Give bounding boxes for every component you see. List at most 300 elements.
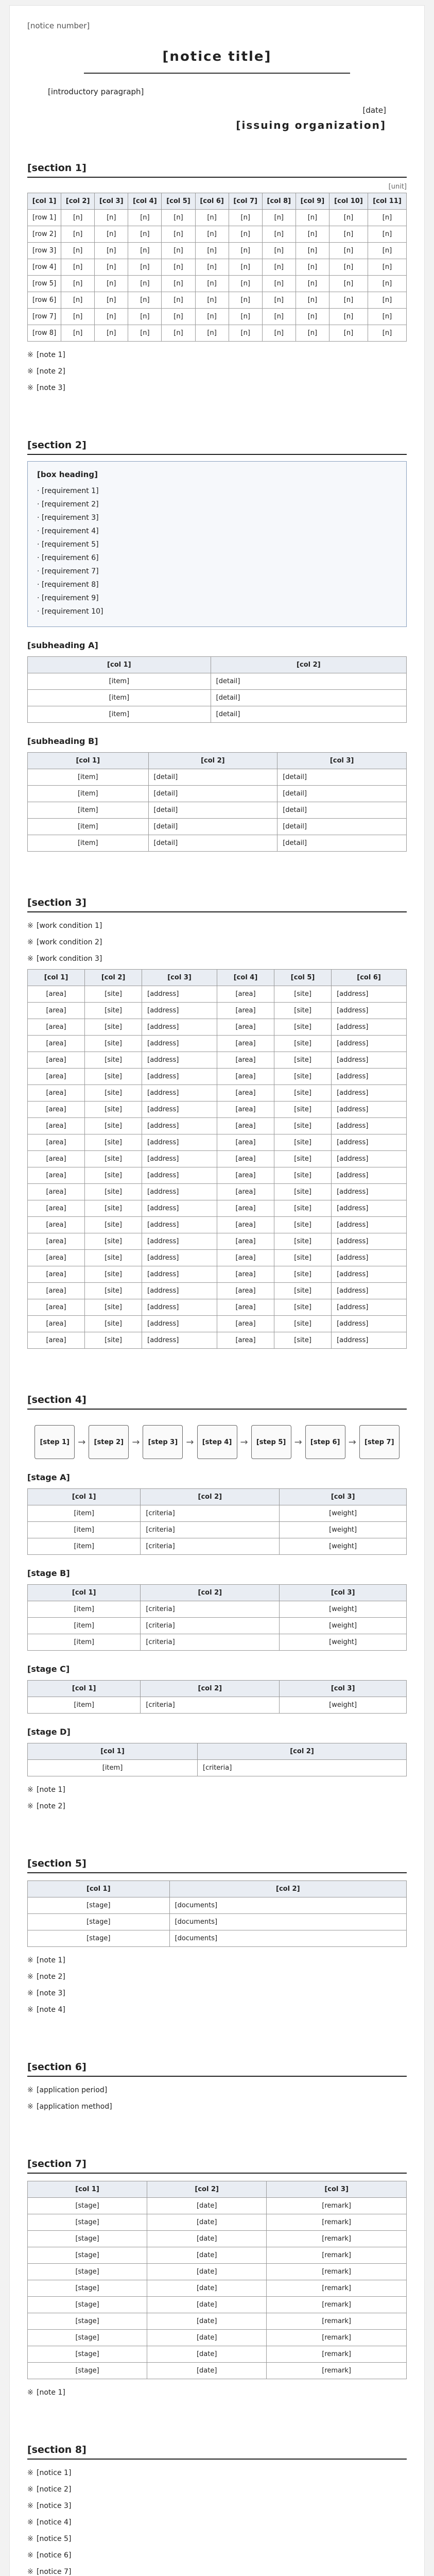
- table-cell: [site]: [274, 1266, 332, 1283]
- table-cell: [n]: [229, 243, 262, 259]
- table-cell: [n]: [262, 292, 296, 309]
- table-cell: [n]: [95, 276, 128, 292]
- table-row: [28, 325, 407, 342]
- note-item: ※ [note 2]: [27, 1971, 407, 1983]
- table-cell: [site]: [85, 1019, 142, 1036]
- table-row: [28, 1634, 407, 1651]
- table-cell: [date]: [147, 2297, 267, 2313]
- table-cell: [n]: [368, 309, 406, 325]
- requirement-item: · [requirement 9]: [37, 591, 397, 605]
- table-cell: [remark]: [267, 2264, 407, 2280]
- table-cell: [n]: [195, 259, 229, 276]
- table-row: [28, 690, 407, 706]
- table-cell: [site]: [274, 1167, 332, 1184]
- table-cell: [n]: [229, 210, 262, 226]
- table-cell: [address]: [142, 1283, 217, 1299]
- table-cell: [remark]: [267, 2198, 407, 2214]
- notice-item: ※ [notice 4]: [27, 2516, 407, 2529]
- arrow-right-icon: →: [78, 1436, 86, 1448]
- table-cell: [n]: [95, 292, 128, 309]
- table-cell: [stage]: [28, 2363, 147, 2379]
- table-cell: [date]: [147, 2280, 267, 2297]
- arrow-right-icon: →: [186, 1436, 194, 1448]
- table-cell: [site]: [85, 1101, 142, 1118]
- subheading: [subheading A]: [27, 640, 98, 650]
- requirement-item: · [requirement 1]: [37, 484, 397, 498]
- table-cell: [n]: [262, 325, 296, 342]
- table-header-cell: [col 7]: [229, 193, 262, 210]
- table-cell: [n]: [296, 292, 329, 309]
- table-cell: [area]: [28, 1332, 85, 1349]
- table-row: [28, 2313, 407, 2330]
- table-cell: [n]: [95, 309, 128, 325]
- table-cell: [n]: [128, 276, 162, 292]
- table-row: [28, 819, 407, 835]
- table-cell: [item]: [28, 819, 149, 835]
- selection-table-c: [27, 1680, 407, 1714]
- table-header-cell: [col 2]: [141, 1585, 280, 1601]
- table-cell: [site]: [85, 1003, 142, 1019]
- table-header-cell: [col 3]: [267, 2181, 407, 2198]
- documents-table: [27, 1880, 407, 1947]
- table-cell: [site]: [274, 1052, 332, 1069]
- table-cell: [area]: [217, 986, 274, 1003]
- table-header-cell: [col 1]: [28, 1743, 198, 1760]
- table-row: [28, 2297, 407, 2313]
- table-cell: [area]: [217, 1233, 274, 1250]
- table-cell: [n]: [61, 276, 95, 292]
- table-header-cell: [col 1]: [28, 657, 211, 673]
- table-row: [28, 1184, 407, 1200]
- selection-step: [step 7]: [359, 1425, 400, 1459]
- table-row: [28, 1332, 407, 1349]
- application-lines: [27, 2084, 407, 2113]
- table-cell: [remark]: [267, 2346, 407, 2363]
- table-cell: [n]: [368, 243, 406, 259]
- table-cell: [criteria]: [141, 1522, 280, 1538]
- table-cell: [date]: [147, 2247, 267, 2264]
- table-cell: [n]: [329, 259, 368, 276]
- arrow-right-icon: →: [294, 1436, 302, 1448]
- table-cell: [criteria]: [141, 1601, 280, 1618]
- table-cell: [item]: [28, 1697, 141, 1714]
- table-row: [28, 1299, 407, 1316]
- table-cell: [address]: [142, 1167, 217, 1184]
- table-cell: [n]: [128, 210, 162, 226]
- doc-title: [notice title]: [84, 44, 350, 74]
- table-row: [28, 802, 407, 819]
- table-cell: [area]: [28, 1069, 85, 1085]
- arrow-right-icon: →: [240, 1436, 248, 1448]
- table-cell: [n]: [128, 325, 162, 342]
- table-cell: [area]: [217, 1134, 274, 1151]
- table-cell: [site]: [274, 1250, 332, 1266]
- table-cell: [address]: [332, 986, 407, 1003]
- table-cell: [address]: [332, 1250, 407, 1266]
- table-cell: [date]: [147, 2330, 267, 2346]
- table-row: [28, 1618, 407, 1634]
- table-cell: [address]: [142, 1052, 217, 1069]
- table-cell: [area]: [28, 1217, 85, 1233]
- table-cell: [site]: [85, 1052, 142, 1069]
- table-header-cell: [col 3]: [277, 753, 407, 769]
- table-cell: [area]: [28, 1134, 85, 1151]
- workplace-table: [27, 969, 407, 1349]
- table-cell: [n]: [128, 259, 162, 276]
- table-cell: [area]: [217, 1003, 274, 1019]
- table-header-cell: [col 5]: [274, 970, 332, 986]
- table-row: [28, 1914, 407, 1930]
- table-cell: [remark]: [267, 2363, 407, 2379]
- note-item: ※ [note 1]: [27, 1784, 407, 1796]
- table-cell: [n]: [162, 210, 195, 226]
- table-cell: [site]: [274, 1184, 332, 1200]
- table-cell: [site]: [274, 1036, 332, 1052]
- table-row: [28, 673, 407, 690]
- table-cell: [item]: [28, 786, 149, 802]
- table-row: [28, 1283, 407, 1299]
- table-cell: [n]: [128, 243, 162, 259]
- table-row: [28, 2231, 407, 2247]
- table-cell: [stage]: [28, 1930, 170, 1947]
- table-cell: [n]: [128, 226, 162, 243]
- table-cell: [site]: [274, 1085, 332, 1101]
- table-cell: [area]: [28, 1184, 85, 1200]
- subheading: [stage C]: [27, 1664, 70, 1674]
- table-header-cell: [col 10]: [329, 193, 368, 210]
- table-header-cell: [col 1]: [28, 1585, 141, 1601]
- table-cell: [n]: [195, 309, 229, 325]
- table-header-cell: [col 1]: [28, 1489, 141, 1505]
- table-cell: [area]: [217, 1052, 274, 1069]
- table-cell: [area]: [217, 1118, 274, 1134]
- table-cell: [date]: [147, 2264, 267, 2280]
- table-header-cell: [col 2]: [148, 753, 277, 769]
- table-cell: [weight]: [280, 1601, 407, 1618]
- application-item: ※ [application period]: [27, 2084, 407, 2096]
- table-cell: [address]: [332, 1134, 407, 1151]
- table-cell: [remark]: [267, 2247, 407, 2264]
- table-cell: [address]: [142, 1151, 217, 1167]
- table-cell: [address]: [142, 1118, 217, 1134]
- table-cell: [site]: [85, 1134, 142, 1151]
- table-cell: [detail]: [277, 786, 407, 802]
- requirement-item: · [requirement 5]: [37, 538, 397, 551]
- table-row: [28, 1233, 407, 1250]
- table-cell: [remark]: [267, 2313, 407, 2330]
- table-cell: [address]: [142, 1233, 217, 1250]
- table-cell: [n]: [61, 292, 95, 309]
- table-row: [28, 1601, 407, 1618]
- table-header-cell: [col 2]: [85, 970, 142, 986]
- requirement-item: · [requirement 6]: [37, 551, 397, 565]
- table-cell: [n]: [162, 226, 195, 243]
- table-cell: [item]: [28, 690, 211, 706]
- table-cell: [area]: [217, 1167, 274, 1184]
- table-cell: [address]: [332, 1101, 407, 1118]
- table-cell: [n]: [329, 210, 368, 226]
- table-cell: [area]: [217, 1184, 274, 1200]
- table-cell: [detail]: [211, 673, 406, 690]
- table-row: [28, 1003, 407, 1019]
- table-cell: [date]: [147, 2346, 267, 2363]
- table-cell: [detail]: [277, 819, 407, 835]
- table-cell: [n]: [229, 292, 262, 309]
- table-header-cell: [col 1]: [28, 1681, 141, 1697]
- table-cell: [address]: [332, 1233, 407, 1250]
- table-cell: [address]: [142, 1085, 217, 1101]
- table-cell: [n]: [296, 325, 329, 342]
- table-header-cell: [col 8]: [262, 193, 296, 210]
- table-cell: [address]: [142, 1134, 217, 1151]
- table-cell: [n]: [95, 259, 128, 276]
- table-cell: [weight]: [280, 1505, 407, 1522]
- table-row: [28, 2198, 407, 2214]
- table-cell: [date]: [147, 2214, 267, 2231]
- note-item: ※ [note 2]: [27, 1800, 407, 1812]
- table-cell: [n]: [229, 309, 262, 325]
- table-cell: [row 4]: [28, 259, 61, 276]
- selection-table-b: [27, 1584, 407, 1651]
- table-cell: [address]: [332, 1332, 407, 1349]
- document-page: [9, 5, 425, 2576]
- table-cell: [criteria]: [141, 1538, 280, 1555]
- table-cell: [item]: [28, 1601, 141, 1618]
- table-cell: [area]: [217, 1299, 274, 1316]
- table-cell: [stage]: [28, 2313, 147, 2330]
- table-header-cell: [col 6]: [195, 193, 229, 210]
- table-cell: [stage]: [28, 2231, 147, 2247]
- table-cell: [address]: [332, 1151, 407, 1167]
- table-cell: [item]: [28, 1634, 141, 1651]
- subheading: [stage A]: [27, 1472, 70, 1482]
- table-header-cell: [col 2]: [141, 1681, 280, 1697]
- table-cell: [n]: [162, 292, 195, 309]
- table-cell: [area]: [217, 1283, 274, 1299]
- note-item: ※ [note 4]: [27, 2004, 407, 2016]
- table-cell: [n]: [128, 309, 162, 325]
- table-header-cell: [col 1]: [28, 1881, 170, 1897]
- table-cell: [row 7]: [28, 309, 61, 325]
- table-cell: [item]: [28, 769, 149, 786]
- selection-step: [step 2]: [89, 1425, 129, 1459]
- table-row: [28, 2264, 407, 2280]
- table-cell: [n]: [195, 325, 229, 342]
- table-cell: [documents]: [169, 1930, 406, 1947]
- table-cell: [item]: [28, 1522, 141, 1538]
- table-cell: [site]: [274, 1332, 332, 1349]
- table-cell: [n]: [368, 325, 406, 342]
- table-cell: [n]: [162, 243, 195, 259]
- table-cell: [area]: [217, 1151, 274, 1167]
- table-cell: [address]: [332, 1019, 407, 1036]
- subheading: [stage D]: [27, 1727, 71, 1737]
- table-row: [28, 1316, 407, 1332]
- table-cell: [area]: [217, 1069, 274, 1085]
- documents-notes: [27, 1954, 407, 2016]
- table-row: [28, 1266, 407, 1283]
- table-row: [28, 226, 407, 243]
- table-cell: [item]: [28, 1618, 141, 1634]
- table-cell: [address]: [332, 1085, 407, 1101]
- table-cell: [weight]: [280, 1538, 407, 1555]
- table-cell: [documents]: [169, 1897, 406, 1914]
- condition-item: ※ [work condition 3]: [27, 953, 407, 965]
- table-cell: [address]: [142, 1101, 217, 1118]
- arrow-right-icon: →: [132, 1436, 140, 1448]
- section-title: [section 8]: [27, 2444, 407, 2460]
- table-header-cell: [col 4]: [128, 193, 162, 210]
- note-item: ※ [note 3]: [27, 382, 407, 394]
- requirement-item: · [requirement 4]: [37, 524, 397, 538]
- table-cell: [n]: [229, 276, 262, 292]
- table-cell: [area]: [28, 1266, 85, 1283]
- table-cell: [area]: [28, 1118, 85, 1134]
- note-item: ※ [note 1]: [27, 1954, 407, 1967]
- table-cell: [area]: [28, 1019, 85, 1036]
- table-cell: [site]: [85, 1151, 142, 1167]
- table-row: [28, 706, 407, 723]
- table-header-cell: [col 3]: [95, 193, 128, 210]
- table-row: [28, 2330, 407, 2346]
- table-cell: [address]: [142, 1316, 217, 1332]
- table-cell: [n]: [128, 292, 162, 309]
- notice-item: ※ [notice 6]: [27, 2549, 407, 2562]
- table-cell: [date]: [147, 2363, 267, 2379]
- table-cell: [site]: [85, 1085, 142, 1101]
- table-cell: [area]: [28, 1233, 85, 1250]
- table-row: [28, 2363, 407, 2379]
- table-cell: [n]: [368, 292, 406, 309]
- table-cell: [remark]: [267, 2214, 407, 2231]
- table-cell: [criteria]: [198, 1760, 407, 1776]
- notice-item: ※ [notice 1]: [27, 2467, 407, 2479]
- table-cell: [n]: [296, 226, 329, 243]
- notice-item: ※ [notice 5]: [27, 2533, 407, 2545]
- table-header-cell: [col 3]: [142, 970, 217, 986]
- table-row: [28, 1522, 407, 1538]
- table-row: [28, 1151, 407, 1167]
- table-cell: [detail]: [148, 769, 277, 786]
- table-cell: [site]: [85, 1167, 142, 1184]
- note-item: ※ [note 1]: [27, 2386, 407, 2399]
- selection-steps: [27, 1425, 407, 1459]
- table-cell: [n]: [61, 243, 95, 259]
- table-row: [28, 210, 407, 226]
- table-cell: [area]: [28, 1052, 85, 1069]
- table-cell: [site]: [274, 1134, 332, 1151]
- table-cell: [n]: [61, 226, 95, 243]
- table-cell: [n]: [162, 309, 195, 325]
- table-cell: [address]: [142, 1266, 217, 1283]
- table-cell: [weight]: [280, 1618, 407, 1634]
- table-cell: [stage]: [28, 2247, 147, 2264]
- table-cell: [area]: [28, 1085, 85, 1101]
- selection-table-d: [27, 1743, 407, 1776]
- table-cell: [site]: [274, 1003, 332, 1019]
- table-cell: [row 6]: [28, 292, 61, 309]
- table-cell: [row 5]: [28, 276, 61, 292]
- table-header-cell: [col 2]: [61, 193, 95, 210]
- table-row: [28, 769, 407, 786]
- table-header-cell: [col 1]: [28, 753, 149, 769]
- table-cell: [site]: [274, 1200, 332, 1217]
- table-cell: [documents]: [169, 1914, 406, 1930]
- table-cell: [n]: [368, 210, 406, 226]
- table-cell: [n]: [368, 276, 406, 292]
- table-cell: [remark]: [267, 2231, 407, 2247]
- table-cell: [n]: [95, 325, 128, 342]
- table-cell: [area]: [217, 1250, 274, 1266]
- selection-notes: [27, 1784, 407, 1812]
- table-cell: [n]: [229, 259, 262, 276]
- table-cell: [item]: [28, 1505, 141, 1522]
- table-cell: [n]: [195, 292, 229, 309]
- table-row: [28, 259, 407, 276]
- table-cell: [address]: [332, 1036, 407, 1052]
- table-cell: [stage]: [28, 2264, 147, 2280]
- table-cell: [n]: [329, 309, 368, 325]
- table-row: [28, 276, 407, 292]
- table-cell: [site]: [274, 1233, 332, 1250]
- table-cell: [address]: [332, 1167, 407, 1184]
- table-row: [28, 1052, 407, 1069]
- table-row: [28, 1069, 407, 1085]
- table-cell: [stage]: [28, 2330, 147, 2346]
- subheading: [stage B]: [27, 1568, 70, 1578]
- condition-item: ※ [work condition 1]: [27, 920, 407, 932]
- table-cell: [item]: [28, 835, 149, 852]
- table-cell: [area]: [28, 1101, 85, 1118]
- note-item: ※ [note 3]: [27, 1987, 407, 1999]
- requirement-item: · [requirement 8]: [37, 578, 397, 591]
- section-title: [section 4]: [27, 1394, 407, 1410]
- table-cell: [site]: [274, 986, 332, 1003]
- table-cell: [date]: [147, 2313, 267, 2330]
- table-cell: [address]: [142, 986, 217, 1003]
- table-cell: [detail]: [211, 706, 406, 723]
- table-cell: [weight]: [280, 1697, 407, 1714]
- section-title: [section 6]: [27, 2061, 407, 2077]
- table-unit: [unit]: [388, 183, 407, 191]
- table-cell: [item]: [28, 673, 211, 690]
- arrow-right-icon: →: [348, 1436, 356, 1448]
- table-cell: [weight]: [280, 1522, 407, 1538]
- table-cell: [detail]: [148, 819, 277, 835]
- table-cell: [n]: [296, 309, 329, 325]
- section-title: [section 7]: [27, 2158, 407, 2174]
- schedule-notes: [27, 2386, 407, 2399]
- table-cell: [site]: [85, 1233, 142, 1250]
- schedule-table: [27, 2181, 407, 2379]
- table-cell: [area]: [28, 986, 85, 1003]
- table-cell: [site]: [274, 1217, 332, 1233]
- table-cell: [n]: [368, 259, 406, 276]
- table-row: [28, 1036, 407, 1052]
- table-cell: [n]: [195, 226, 229, 243]
- notice-item: ※ [notice 7]: [27, 2566, 407, 2576]
- notice-list: [27, 2467, 407, 2576]
- table-cell: [area]: [28, 1003, 85, 1019]
- table-cell: [stage]: [28, 1914, 170, 1930]
- table-cell: [detail]: [148, 802, 277, 819]
- table-cell: [n]: [262, 243, 296, 259]
- box-heading: [box heading]: [37, 470, 98, 479]
- table-row: [28, 786, 407, 802]
- table-row: [28, 1085, 407, 1101]
- table-cell: [site]: [85, 1283, 142, 1299]
- table-cell: [site]: [85, 1250, 142, 1266]
